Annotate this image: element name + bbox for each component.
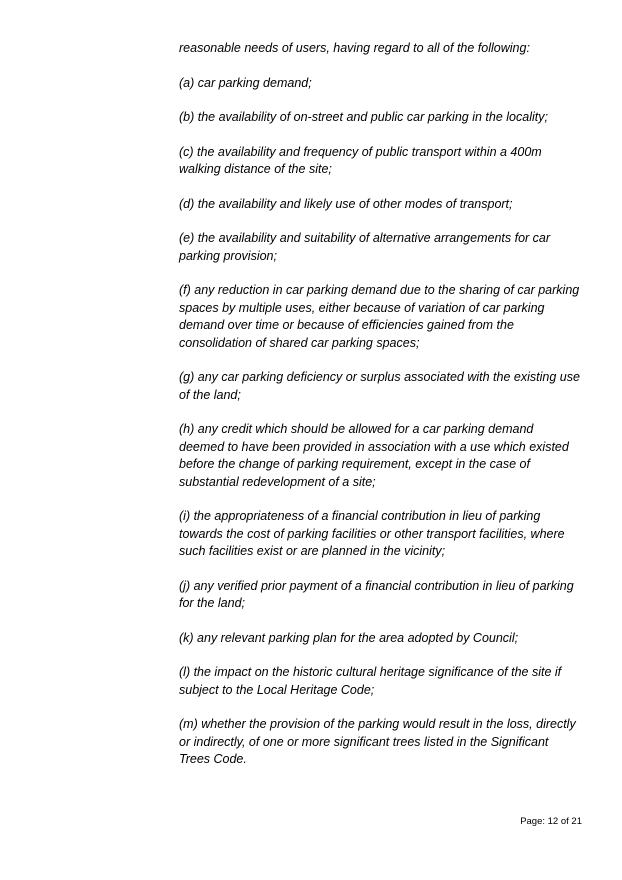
- paragraph-line: (l) the impact on the historic cultural heritage significance of the site if: [179, 665, 562, 679]
- paragraph-line: demand over time or because of efficiencies gained from the: [179, 318, 514, 332]
- document-body: [179, 40, 589, 786]
- paragraph-line: subject to the Local Heritage Code;: [179, 682, 375, 697]
- paragraph-line: Trees Code.: [179, 752, 247, 766]
- paragraph-line: (a) car parking demand;: [179, 75, 312, 90]
- paragraph-line: towards the cost of parking facilities or other transport facilities, where: [179, 526, 565, 541]
- paragraph-line: (c) the availability and frequency of public transport within a 400m: [179, 144, 542, 159]
- paragraph-line: (e) the availability and suitability of alternative arrangements for car: [179, 231, 551, 245]
- paragraph-line: (j) any verified prior payment of a financial contribution in lieu of parking: [179, 578, 574, 593]
- clause-paragraph: [179, 508, 589, 561]
- clause-paragraph: [179, 282, 589, 352]
- clause-paragraph: [179, 144, 589, 179]
- paragraph-line: substantial redevelopment of a site;: [179, 474, 376, 489]
- paragraph-line: (g) any car parking deficiency or surplus associated with the existing use: [179, 370, 580, 384]
- paragraph-line: or indirectly, of one or more significant trees listed in the Significant: [179, 734, 549, 749]
- clause-paragraph: [179, 230, 589, 265]
- clause-paragraph: [179, 109, 589, 127]
- paragraph-line: (k) any relevant parking plan for the area adopted by Council;: [179, 630, 519, 645]
- paragraph-line: before the change of parking requirement, except in the case of: [179, 457, 530, 471]
- clause-paragraph: [179, 578, 589, 613]
- paragraph-line: reasonable needs of users, having regard to all of the following:: [179, 41, 530, 55]
- paragraph-line: deemed to have been provided in association with a use which existed: [179, 439, 569, 454]
- paragraph-line: such facilities exist or are planned in the vicinity;: [179, 544, 446, 558]
- clause-paragraph: [179, 40, 589, 58]
- clause-paragraph: [179, 75, 589, 93]
- clause-paragraph: [179, 664, 589, 699]
- paragraph-line: (h) any credit which should be allowed for a car parking demand: [179, 422, 534, 436]
- clause-paragraph: [179, 630, 589, 648]
- paragraph-line: parking provision;: [179, 248, 277, 263]
- paragraph-line: consolidation of shared car parking spaces;: [179, 335, 420, 350]
- clause-paragraph: [179, 369, 589, 404]
- paragraph-line: for the land;: [179, 596, 246, 610]
- paragraph-line: walking distance of the site;: [179, 162, 332, 176]
- paragraph-line: (i) the appropriateness of a financial contribution in lieu of parking: [179, 509, 541, 523]
- paragraph-line: of the land;: [179, 387, 241, 402]
- clause-paragraph: [179, 716, 589, 769]
- paragraph-line: (b) the availability of on-street and public car parking in the locality;: [179, 110, 548, 124]
- clause-paragraph: [179, 421, 589, 491]
- paragraph-line: spaces by multiple uses, either because of variation of car parking: [179, 300, 545, 315]
- paragraph-line: (m) whether the provision of the parking would result in the loss, directly: [179, 717, 576, 731]
- clause-paragraph: [179, 196, 589, 214]
- paragraph-line: (d) the availability and likely use of other modes of transport;: [179, 196, 513, 211]
- page-number: Page: 12 of 21: [520, 816, 582, 827]
- paragraph-line: (f) any reduction in car parking demand due to the sharing of car parking: [179, 283, 580, 297]
